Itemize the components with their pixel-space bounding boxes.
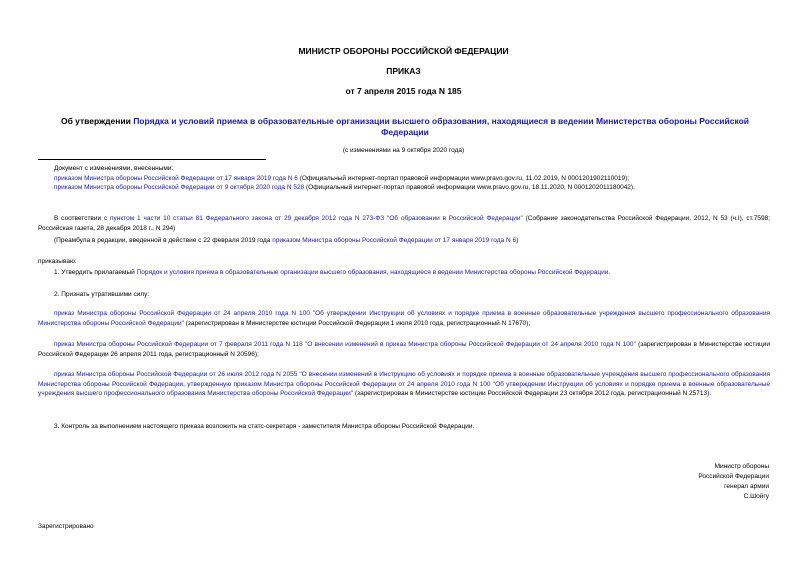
preamble-source: (Собрание законодательства Российской Федерации, 2012, N 53 (ч.I), ст.7598; Российская газета, 28 декабря 2018 г., N 294) bbox=[38, 215, 770, 232]
changes-block bbox=[54, 164, 635, 193]
doc-type-heading: ПРИКАЗ bbox=[386, 66, 421, 76]
procedure-link[interactable]: Порядок и условия приема в образовательные организации высшего образования, находящиеся в ведении Министерства обороны Российской Федерации bbox=[136, 269, 609, 276]
title-link[interactable]: Порядка и условий приема в образовательные организации высшего образования, находящиеся в ведении Министерства обороны Российской Федерации bbox=[133, 116, 750, 137]
repealed-text-3: (зарегистрирован в Министерстве юстиции Российской Федерации 23 октября 2012 года, регистрационный N 25713). bbox=[353, 390, 712, 397]
signature-block bbox=[698, 462, 769, 502]
signature-name: С.Шойгу bbox=[743, 493, 769, 500]
change-item bbox=[54, 183, 635, 193]
change-link-1[interactable]: приказом Министра обороны Российской Федерации от 17 января 2019 года N 6 bbox=[54, 174, 298, 182]
title-prefix: Об утверждении bbox=[60, 116, 134, 126]
law-link[interactable]: пунктом 1 части 10 статьи 81 Федерального закона от 29 декабря 2012 года N 273-ФЗ "Об образовании в Российской Федерации" bbox=[110, 215, 523, 222]
date-number-heading: от 7 апреля 2015 года N 185 bbox=[345, 86, 462, 96]
preamble bbox=[38, 214, 770, 233]
changes-intro: Документ с изменениями, внесенными: bbox=[54, 165, 174, 172]
preamble-text: В соответствии с bbox=[54, 215, 110, 222]
point-2: 2. Признать утратившими силу: bbox=[54, 291, 150, 298]
point-1-text: 1. Утвердить прилагаемый bbox=[54, 269, 137, 276]
repealed-link-3[interactable]: приказ Министра обороны Российской Федерации от 26 июля 2012 года N 2055 "О внесении изменений в Инструкцию об условиях и порядке приема в военные образовательные учреждения высшего профессионального образования Министерства обороны Российской Федерации, утвержденную приказом Министра обороны Российской Федерации от 24 апреля 2010 года N 100 "Об утверждении Инструкции об условиях и порядке приема в военные образовательные учреждения высшего профессионального образования Министерства обороны Российской Федерации" bbox=[38, 371, 770, 397]
repealed-link-2[interactable]: приказ Министра обороны Российской Федерации от 7 февраля 2011 года N 118 "О внесении изменений в приказ Министра обороны Российской Федерации от 24 апреля 2010 года N 100" bbox=[54, 341, 636, 348]
edit-note: (с изменениями на 9 октября 2020 года) bbox=[342, 147, 465, 154]
point-3: 3. Контроль за выполнением настоящего приказа возложить на статс-секретаря - заместителя Министра обороны Российской Федерации. bbox=[54, 423, 475, 430]
change-link-2[interactable]: приказом Министра обороны Российской Федерации от 9 октября 2020 года N 528 bbox=[54, 184, 305, 191]
repealed-item-2 bbox=[38, 340, 770, 359]
signature-title: Министр обороны bbox=[714, 463, 769, 470]
change-text-1: (Официальный интернет-портал правовой информации www.pravo.gov.ru, 11.02.2019, N 0001201902110019); bbox=[297, 174, 630, 182]
repealed-item-1 bbox=[38, 309, 770, 328]
change-text-2: (Официальный интернет-портал правовой информации www.pravo.gov.ru, 18.11.2020, N 0001202011180042). bbox=[304, 184, 635, 191]
signature-country: Российской Федерации bbox=[698, 473, 769, 480]
edition-link[interactable]: приказом Министра обороны Российской Федерации от 17 января 2019 года N 6 bbox=[272, 237, 517, 244]
signature-rank: генерал армии bbox=[724, 483, 769, 490]
order-word: приказываю: bbox=[38, 258, 77, 265]
repealed-item-3 bbox=[38, 370, 770, 399]
point-1 bbox=[38, 268, 770, 278]
edition-end: ) bbox=[516, 237, 519, 244]
repealed-text-2: (зарегистрирован в Министерстве юстиции Российской Федерации 26 апреля 2011 года, регистрационный N 20596); bbox=[38, 341, 771, 358]
divider bbox=[38, 159, 266, 160]
repealed-link-1[interactable]: приказ Министра обороны Российской Федерации от 24 апреля 2010 года N 100 "Об утверждении Инструкции об условиях и порядке приема в военные образовательные учреждения высшего профессионального образования Министерства обороны Российской Федерации" bbox=[38, 310, 770, 327]
registered-label: Зарегистрировано bbox=[38, 523, 94, 530]
document-title bbox=[40, 116, 770, 138]
repealed-text-1: (зарегистрирован в Министерстве юстиции Российской Федерации 1 июля 2010 года, регистрационный N 17670); bbox=[183, 319, 531, 327]
edition-text: (Преамбула в редакции, введенной в действие с 22 февраля 2019 года bbox=[54, 237, 273, 244]
preamble-edition bbox=[38, 236, 770, 246]
point-1-end: . bbox=[608, 269, 611, 276]
ministry-heading: МИНИСТР ОБОРОНЫ РОССИЙСКОЙ ФЕДЕРАЦИИ bbox=[298, 46, 509, 56]
change-item bbox=[54, 174, 635, 184]
